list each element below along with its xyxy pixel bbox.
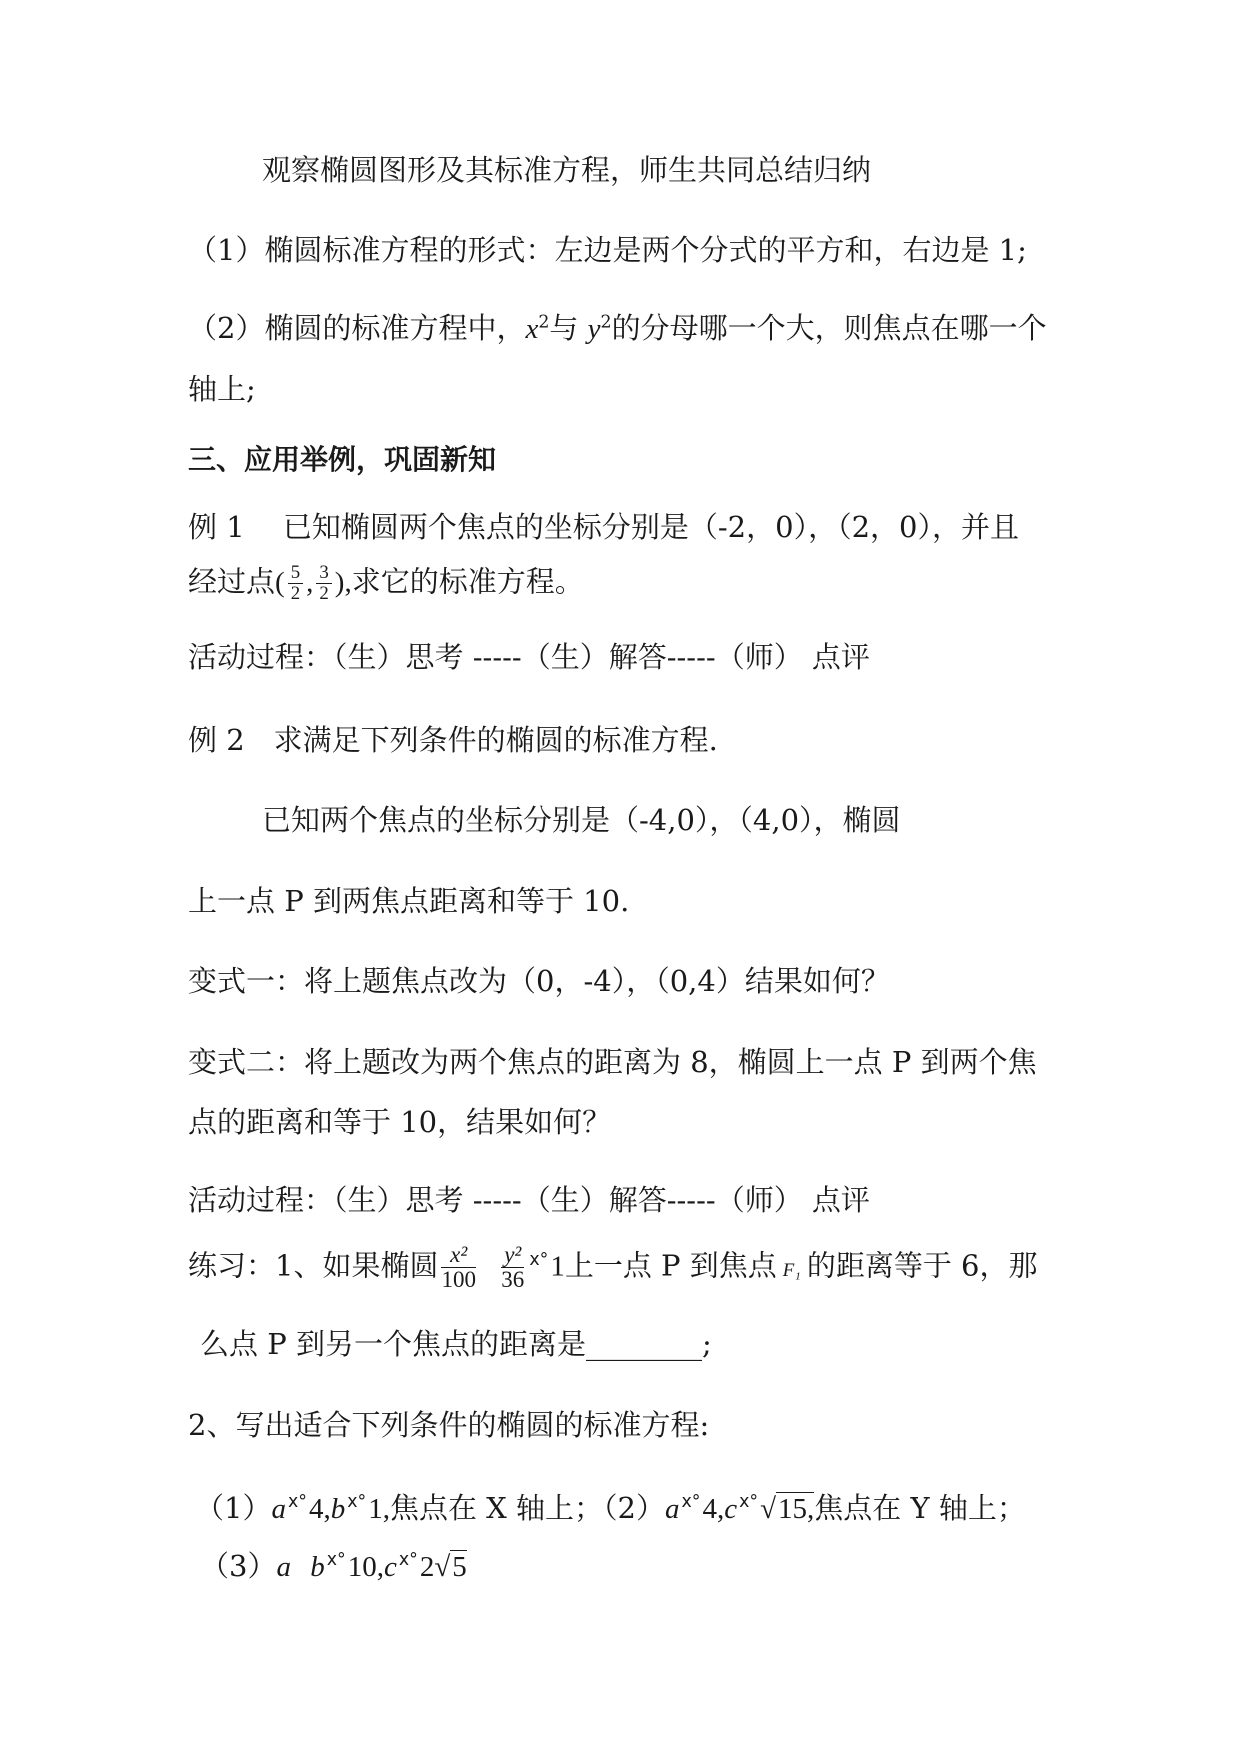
condition-2-text: 焦点在 Y 轴上； [814,1491,1026,1525]
point-x-fraction: $\frac{5}{2}$ [288,563,303,604]
y-exponent: 2 [600,312,612,333]
practice-prefix: 练习：1、如果椭圆 [188,1248,439,1283]
c1-a-value: 4, [308,1493,331,1525]
garbled-equals-symbol: x° [529,1249,549,1270]
practice-1-line-2: 么点 P 到另一个焦点的距离是________; [200,1327,712,1361]
question-2-title: 2、写出适合下列条件的椭圆的标准方程: [188,1408,710,1442]
c2-c: c [724,1493,738,1525]
practice-middle: 上一点 P 到焦点 [564,1248,777,1283]
point-1: （1）椭圆标准方程的形式：左边是两个分式的平方和，右边是 1; [188,233,1027,267]
point-2-continuation: 轴上; [188,372,256,406]
practice-1-line-1 [188,1243,1038,1292]
y-variable: y [587,313,601,345]
x-exponent: 2 [538,312,550,333]
c2-c-radicand: 15, [778,1493,815,1525]
condition-3-label: （3） [200,1549,277,1583]
ellipse-rhs: 1 [550,1250,565,1283]
variant-2-line-1: 变式二：将上题改为两个焦点的距离为 8，椭圆上一点 P 到两个焦 [188,1045,1037,1079]
garbled-equals-symbol: x° [739,1492,759,1513]
c1-b-value: 1, [368,1493,390,1525]
sqrt-sign: √ [434,1551,451,1583]
ellipse-x-term: $\frac{\text{x²}}{100}$ [441,1242,476,1293]
variant-1: 变式一：将上题焦点改为（0，-4），（0,4）结果如何？ [188,964,890,998]
example-2-line-1: 例 2 求满足下列条件的椭圆的标准方程. [188,723,718,757]
point-y-fraction: $\frac{3}{2}$ [316,563,331,604]
condition-2-label: （2） [603,1491,665,1525]
c3-b-value: 10, [347,1551,384,1583]
condition-1-label: （1） [195,1491,272,1525]
question-2-condition-3 [200,1549,467,1585]
garbled-equals-symbol: x° [287,1492,307,1513]
point-2 [188,311,1047,347]
point-2-mid: 与 [549,311,588,345]
activity-line-2: 活动过程：（生）思考 -----（生）解答-----（师） 点评 [188,1183,870,1217]
c3-c: c [383,1551,397,1583]
point-2-suffix: 的分母哪一个大，则焦点在哪一个 [611,311,1047,345]
garbled-equals-symbol: x° [398,1550,418,1571]
c1-a: a [271,1493,286,1525]
c3-c-coefficient: 2 [419,1551,435,1583]
section-heading: 三、应用举例，巩固新知 [188,443,497,476]
c2-a-value: 4, [702,1493,725,1525]
point-2-prefix: （2）椭圆的标准方程中， [188,311,526,345]
example-2-line-2: 已知两个焦点的坐标分别是（-4,0），（4,0），椭圆 [262,803,901,837]
garbled-equals-symbol: x° [681,1492,701,1513]
variant-2-line-2: 点的距离和等于 10，结果如何？ [188,1105,612,1139]
c3-b: b [310,1551,325,1583]
condition-1-text: 焦点在 X 轴上； [389,1491,604,1525]
garbled-equals-symbol: x° [326,1550,346,1571]
example-1-prefix: 经过点 [188,564,276,599]
c1-b: b [330,1493,346,1525]
example-1-suffix: 求它的标准方程。 [351,564,584,599]
intro-text: 观察椭圆图形及其标准方程，师生共同总结归纳 [262,153,872,187]
c3-c-radicand: 5 [452,1551,467,1583]
focus-f1: F₁ [782,1259,801,1281]
c3-a: a [276,1551,291,1583]
c2-a: a [665,1493,680,1525]
activity-line-1: 活动过程：（生）思考 -----（生）解答-----（师） 点评 [188,640,870,674]
x-variable: x [525,313,539,345]
example-1-line-2: 经过点( $\frac{5}{2}$ , $\frac{3}{2}$ ),求它的标准方程。 [188,562,584,604]
sqrt-sign: √ [760,1493,777,1525]
practice-suffix: 的距离等于 6，那 [806,1248,1038,1283]
garbled-equals-symbol: x° [347,1492,367,1513]
example-2-line-3: 上一点 P 到两焦点距离和等于 10. [188,884,630,918]
example-1-line-1: 例 1 已知椭圆两个焦点的坐标分别是（-2，0），（2，0），并且 [188,510,1019,544]
question-2-conditions-1-2 [195,1491,1026,1527]
ellipse-y-term: $\frac{\text{y²}}{36}$ [501,1242,525,1293]
